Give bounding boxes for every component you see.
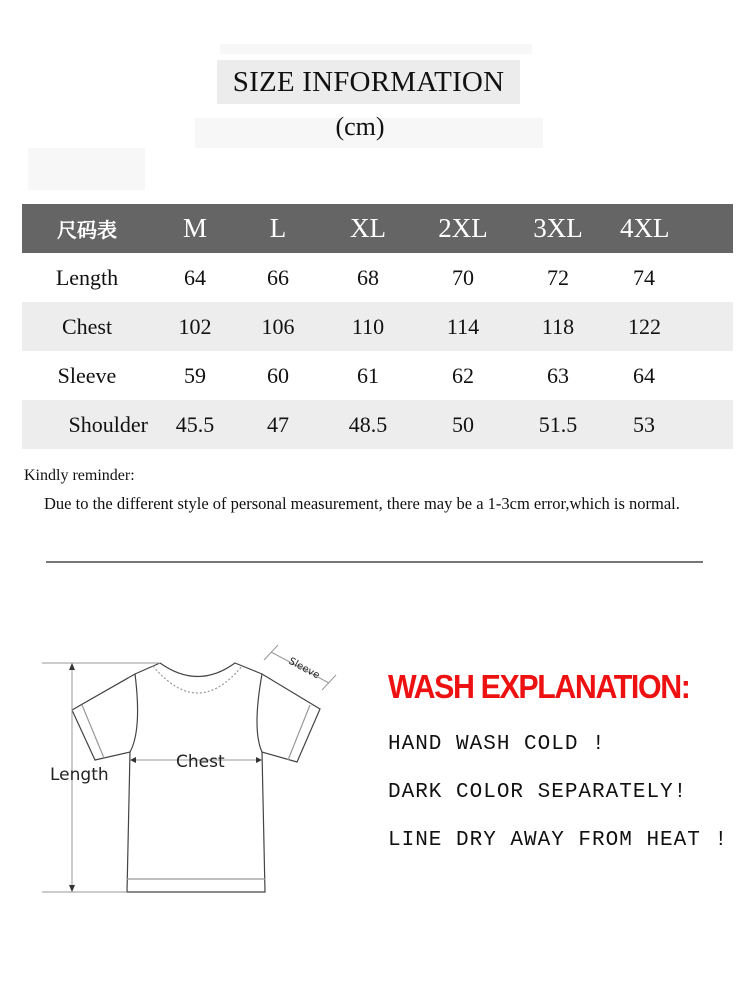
size-chart-table [22, 204, 733, 449]
column-header: 4XL [608, 204, 733, 253]
table-cell: 50 [418, 400, 508, 449]
row-label: Length [55, 264, 119, 290]
table-cell: 106 [238, 302, 318, 351]
table-cell: 118 [508, 302, 608, 351]
table-cell: 61 [357, 362, 379, 388]
corner-label: 尺码表 [22, 204, 152, 253]
table-cell: 47 [238, 400, 318, 449]
section-divider [46, 561, 703, 563]
reminder-text: Due to the different style of personal measurement, there may be a 1-3cm error,which is normal. [44, 494, 680, 513]
column-header: L [238, 204, 318, 253]
column-header: 2XL [418, 204, 508, 253]
table-cell: 66 [267, 264, 289, 290]
column-header: M [152, 204, 238, 253]
column-header: 3XL [508, 204, 608, 253]
table-cell: 74 [633, 264, 655, 290]
column-header: XL [318, 204, 418, 253]
wash-item-hand-wash: HAND WASH COLD ! [388, 733, 606, 756]
table-cell: 62 [452, 362, 474, 388]
row-label: Chest [22, 302, 152, 351]
table-cell: 48.5 [318, 400, 418, 449]
page-title: SIZE INFORMATION [232, 66, 505, 98]
table-cell: 68 [357, 264, 379, 290]
unit-label: (cm) [335, 112, 385, 141]
reminder-heading: Kindly reminder: [24, 467, 135, 484]
tshirt-measurement-diagram [30, 630, 350, 910]
table-row-sleeve [22, 351, 733, 400]
table-cell: 53 [608, 400, 733, 449]
table-row-length [22, 253, 733, 302]
table-cell: 122 [608, 302, 733, 351]
wash-item-dark-color: DARK COLOR SEPARATELY! [388, 781, 688, 804]
table-cell: 51.5 [508, 400, 608, 449]
table-cell: 72 [547, 264, 569, 290]
table-cell: 63 [547, 362, 569, 388]
wash-title: WASH EXPLANATION: [388, 668, 690, 705]
length-label: Length [50, 765, 109, 785]
faded-box-left [28, 148, 145, 190]
table-cell: 102 [152, 302, 238, 351]
table-cell: 45.5 [152, 400, 238, 449]
table-cell: 64 [633, 362, 655, 388]
faded-bar-top [220, 44, 532, 54]
table-row-shoulder [22, 400, 733, 449]
table-row-chest [22, 302, 733, 351]
table-cell: 70 [452, 264, 474, 290]
table-cell: 59 [184, 362, 206, 388]
table-cell: 110 [318, 302, 418, 351]
table-cell: 64 [184, 264, 206, 290]
sleeve-label: Sleeve [286, 655, 322, 682]
table-cell: 114 [418, 302, 508, 351]
row-label: Sleeve [57, 362, 117, 388]
table-cell: 60 [267, 362, 289, 388]
table-header-row [22, 204, 733, 253]
row-label: Shoulder [22, 400, 152, 449]
wash-item-line-dry: LINE DRY AWAY FROM HEAT ! [388, 829, 729, 852]
chest-label: Chest [176, 752, 225, 772]
